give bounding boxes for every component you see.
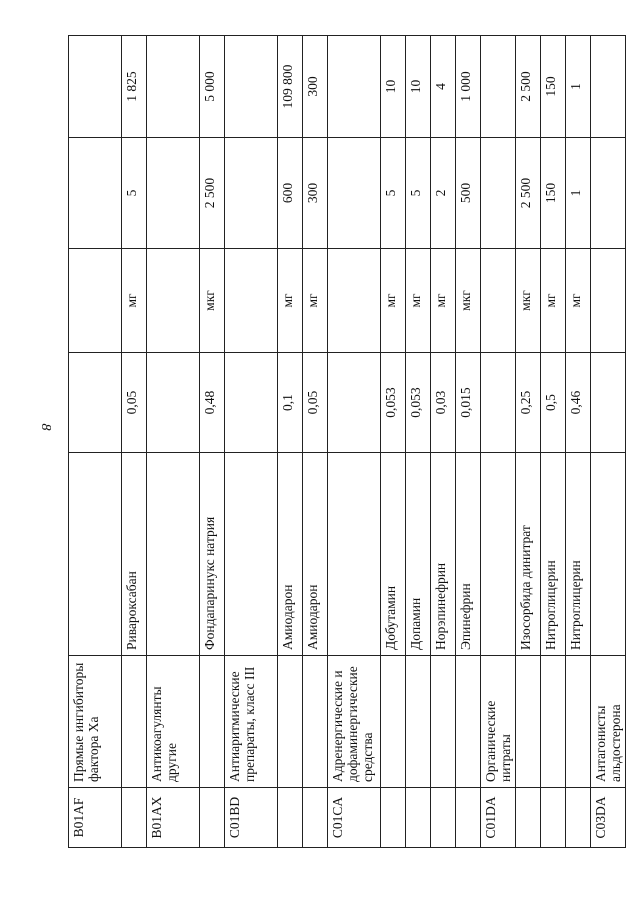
group-name-cell	[516, 656, 541, 788]
quantity-cell	[481, 138, 516, 249]
unit-cell	[225, 249, 278, 353]
drug-name-cell: Норэпинефрин	[431, 453, 456, 656]
quantity-cell	[69, 138, 122, 249]
dose-cell	[69, 353, 122, 453]
group-name-cell: Антикоагулянты другие	[147, 656, 200, 788]
atc-code-cell	[381, 788, 406, 848]
quantity-cell: 5	[122, 138, 147, 249]
group-row	[591, 36, 626, 848]
group-row	[481, 36, 516, 848]
group-name-cell	[303, 656, 328, 788]
atc-code-cell: C01BD	[225, 788, 278, 848]
dose-cell	[147, 353, 200, 453]
drug-name-cell	[328, 453, 381, 656]
quantity-cell: 2	[431, 138, 456, 249]
total-cell: 150	[541, 36, 566, 138]
unit-cell: мкг	[200, 249, 225, 353]
total-cell: 300	[303, 36, 328, 138]
group-name-cell	[278, 656, 303, 788]
table-row	[122, 36, 147, 848]
table-row	[431, 36, 456, 848]
group-name-cell	[406, 656, 431, 788]
quantity-cell: 2 500	[200, 138, 225, 249]
dose-cell: 0,053	[381, 353, 406, 453]
unit-cell: мг	[406, 249, 431, 353]
total-cell: 1 825	[122, 36, 147, 138]
atc-code-cell: C03DA	[591, 788, 626, 848]
group-name-cell	[381, 656, 406, 788]
group-name-cell	[541, 656, 566, 788]
dose-cell	[591, 353, 626, 453]
quantity-cell: 150	[541, 138, 566, 249]
group-row	[225, 36, 278, 848]
group-name-cell: Прямые ингибиторы фактора Ха	[69, 656, 122, 788]
unit-cell	[69, 249, 122, 353]
total-cell: 5 000	[200, 36, 225, 138]
unit-cell: мг	[278, 249, 303, 353]
dose-cell: 0,05	[303, 353, 328, 453]
unit-cell: мг	[431, 249, 456, 353]
dose-cell: 0,053	[406, 353, 431, 453]
drug-name-cell	[69, 453, 122, 656]
total-cell: 10	[381, 36, 406, 138]
quantity-cell: 300	[303, 138, 328, 249]
unit-cell	[147, 249, 200, 353]
atc-code-cell	[431, 788, 456, 848]
atc-code-cell	[278, 788, 303, 848]
unit-cell: мкг	[516, 249, 541, 353]
group-row	[328, 36, 381, 848]
total-cell	[69, 36, 122, 138]
group-name-cell	[431, 656, 456, 788]
drug-name-cell: Эпинефрин	[456, 453, 481, 656]
total-cell	[147, 36, 200, 138]
group-row	[147, 36, 200, 848]
dose-cell: 0,5	[541, 353, 566, 453]
group-name-cell: Антагонисты альдостерона	[591, 656, 626, 788]
total-cell: 1	[566, 36, 591, 138]
dose-cell	[328, 353, 381, 453]
dose-cell	[481, 353, 516, 453]
drug-name-cell	[591, 453, 626, 656]
table-row	[200, 36, 225, 848]
table-row	[456, 36, 481, 848]
total-cell	[481, 36, 516, 138]
atc-code-cell	[406, 788, 431, 848]
total-cell: 2 500	[516, 36, 541, 138]
group-row	[69, 36, 122, 848]
group-name-cell: Адренергические и дофаминергические средства	[328, 656, 381, 788]
drug-name-cell: Изосорбида динитрат	[516, 453, 541, 656]
dose-cell: 0,25	[516, 353, 541, 453]
dose-cell	[225, 353, 278, 453]
atc-code-cell: C01DA	[481, 788, 516, 848]
quantity-cell: 1	[566, 138, 591, 249]
group-name-cell	[566, 656, 591, 788]
drug-name-cell: Допамин	[406, 453, 431, 656]
group-name-cell	[456, 656, 481, 788]
dose-cell: 0,46	[566, 353, 591, 453]
total-cell: 1 000	[456, 36, 481, 138]
drug-name-cell: Фондапаринукс натрия	[200, 453, 225, 656]
atc-code-cell	[541, 788, 566, 848]
total-cell: 4	[431, 36, 456, 138]
dose-cell: 0,05	[122, 353, 147, 453]
quantity-cell: 500	[456, 138, 481, 249]
table-container	[68, 36, 624, 848]
quantity-cell	[225, 138, 278, 249]
page-number: 8	[38, 423, 53, 431]
group-name-cell	[200, 656, 225, 788]
atc-code-cell	[516, 788, 541, 848]
dose-cell: 0,03	[431, 353, 456, 453]
unit-cell: мкг	[456, 249, 481, 353]
quantity-cell: 5	[381, 138, 406, 249]
drug-name-cell: Ривароксабан	[122, 453, 147, 656]
table-row	[303, 36, 328, 848]
dose-cell: 0,015	[456, 353, 481, 453]
unit-cell: мг	[541, 249, 566, 353]
total-cell	[591, 36, 626, 138]
drug-name-cell: Амиодарон	[303, 453, 328, 656]
drug-name-cell	[481, 453, 516, 656]
drug-name-cell: Добутамин	[381, 453, 406, 656]
total-cell	[225, 36, 278, 138]
dose-cell: 0,48	[200, 353, 225, 453]
table-row	[278, 36, 303, 848]
quantity-cell: 5	[406, 138, 431, 249]
table-row	[381, 36, 406, 848]
total-cell: 10	[406, 36, 431, 138]
drug-name-cell	[147, 453, 200, 656]
drug-name-cell: Нитроглицерин	[541, 453, 566, 656]
table-row	[541, 36, 566, 848]
atc-code-cell	[303, 788, 328, 848]
atc-code-cell	[200, 788, 225, 848]
unit-cell: мг	[381, 249, 406, 353]
unit-cell: мг	[566, 249, 591, 353]
atc-code-cell	[122, 788, 147, 848]
drug-name-cell: Нитроглицерин	[566, 453, 591, 656]
table-row	[406, 36, 431, 848]
atc-code-cell: B01AX	[147, 788, 200, 848]
group-name-cell: Органические нитраты	[481, 656, 516, 788]
quantity-cell	[147, 138, 200, 249]
drug-name-cell	[225, 453, 278, 656]
unit-cell	[481, 249, 516, 353]
table-row	[566, 36, 591, 848]
unit-cell	[591, 249, 626, 353]
total-cell	[328, 36, 381, 138]
quantity-cell	[591, 138, 626, 249]
unit-cell: мг	[303, 249, 328, 353]
atc-code-cell	[566, 788, 591, 848]
group-name-cell: Антиаритмические препараты, класс III	[225, 656, 278, 788]
drug-name-cell: Амиодарон	[278, 453, 303, 656]
atc-code-cell: B01AF	[69, 788, 122, 848]
quantity-cell	[328, 138, 381, 249]
atc-code-cell	[456, 788, 481, 848]
group-name-cell	[122, 656, 147, 788]
unit-cell: мг	[122, 249, 147, 353]
dose-cell: 0,1	[278, 353, 303, 453]
quantity-cell: 2 500	[516, 138, 541, 249]
drug-table	[68, 35, 626, 848]
quantity-cell: 600	[278, 138, 303, 249]
unit-cell	[328, 249, 381, 353]
total-cell: 109 800	[278, 36, 303, 138]
atc-code-cell: C01CA	[328, 788, 381, 848]
table-row	[516, 36, 541, 848]
